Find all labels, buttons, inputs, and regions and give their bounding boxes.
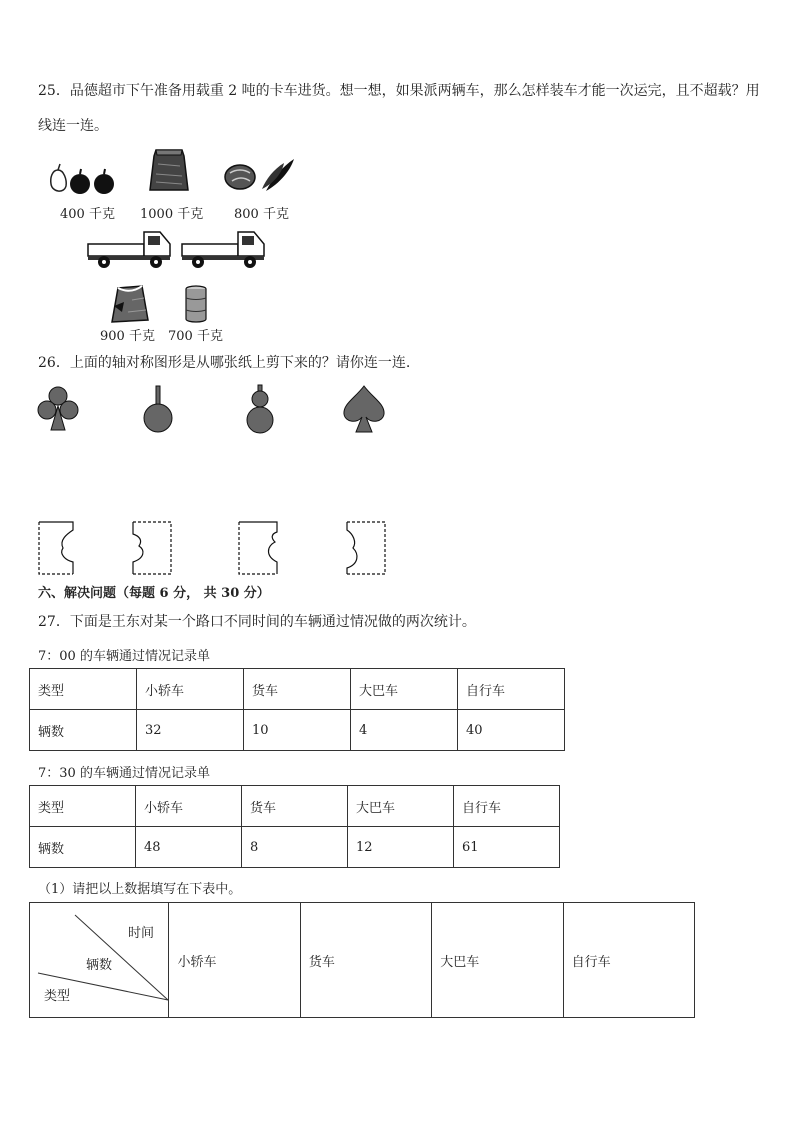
table-row bbox=[30, 827, 560, 868]
club-shape-icon[interactable] bbox=[37, 386, 79, 432]
weight-label-fruit: 400 千克 bbox=[60, 207, 115, 222]
table-cell: 大巴车 bbox=[347, 786, 453, 827]
table-cell: 自行车 bbox=[563, 903, 694, 1018]
table-row bbox=[30, 710, 565, 751]
table-cell: 小轿车 bbox=[169, 903, 300, 1018]
table-cell: 小轿车 bbox=[135, 786, 241, 827]
weight-label-sack: 1000 千克 bbox=[140, 207, 204, 222]
table-row bbox=[30, 669, 565, 710]
record-table-700 bbox=[29, 668, 565, 751]
table-cell: 40 bbox=[457, 710, 564, 751]
record-table-730 bbox=[29, 785, 560, 868]
weight-label-barrel: 700 千克 bbox=[168, 329, 223, 344]
fruit-icon[interactable] bbox=[48, 160, 118, 196]
ladle-shape-icon[interactable] bbox=[141, 384, 175, 434]
table-row bbox=[30, 903, 695, 1018]
truck-icon-1[interactable] bbox=[86, 226, 174, 270]
table-cell: 4 bbox=[351, 710, 458, 751]
barrel-icon[interactable] bbox=[184, 284, 208, 324]
table-cell: 辆数 bbox=[30, 827, 136, 868]
table-cell: 类型 bbox=[30, 669, 137, 710]
sack-icon[interactable] bbox=[148, 146, 190, 194]
paper-piece-4[interactable] bbox=[345, 520, 389, 576]
table-cell: 类型 bbox=[30, 786, 136, 827]
truck-icon-2[interactable] bbox=[180, 226, 268, 270]
q25-text-line1: 25．品德超市下午准备用载重 2 吨的卡车进货。想一想，如果派两辆车，那么怎样装车才能一次运完，且不超载？用 bbox=[38, 83, 760, 99]
diag-label-count: 辆数 bbox=[86, 958, 113, 973]
table-row bbox=[30, 786, 560, 827]
table-cell: 48 bbox=[135, 827, 241, 868]
paper-piece-2[interactable] bbox=[131, 520, 175, 576]
paper-piece-1[interactable] bbox=[37, 520, 77, 576]
section-title: 六、解决问题（每题 6 分， 共 30 分） bbox=[38, 586, 270, 601]
gourd-shape-icon[interactable] bbox=[245, 384, 275, 434]
table-cell: 10 bbox=[243, 710, 350, 751]
spade-shape-icon[interactable] bbox=[341, 384, 387, 434]
table-cell: 货车 bbox=[241, 786, 347, 827]
weight-label-vegetables: 800 千克 bbox=[234, 207, 289, 222]
q27-text: 27．下面是王东对某一个路口不同时间的车辆通过情况做的两次统计。 bbox=[38, 614, 476, 630]
table-cell: 货车 bbox=[300, 903, 431, 1018]
table-cell: 辆数 bbox=[30, 710, 137, 751]
q26-text: 26．上面的轴对称图形是从哪张纸上剪下来的？请你连一连. bbox=[38, 355, 411, 371]
table2-caption: 7：30 的车辆通过情况记录单 bbox=[38, 766, 210, 781]
q25-text-line2: 线连一连。 bbox=[38, 118, 108, 134]
table-cell: 大巴车 bbox=[351, 669, 458, 710]
table-cell: 61 bbox=[453, 827, 559, 868]
diagonal-header-cell bbox=[30, 903, 169, 1018]
table-cell: 自行车 bbox=[457, 669, 564, 710]
weight-label-bag: 900 千克 bbox=[100, 329, 155, 344]
diag-label-type: 类型 bbox=[44, 989, 71, 1004]
table-cell: 自行车 bbox=[453, 786, 559, 827]
fill-in-table bbox=[29, 902, 695, 1018]
bag-icon[interactable] bbox=[108, 282, 152, 324]
table-cell: 32 bbox=[136, 710, 243, 751]
table-cell: 大巴车 bbox=[432, 903, 563, 1018]
table-cell: 8 bbox=[241, 827, 347, 868]
paper-piece-3[interactable] bbox=[237, 520, 281, 576]
table-cell: 12 bbox=[347, 827, 453, 868]
table-cell: 小轿车 bbox=[136, 669, 243, 710]
table-cell: 货车 bbox=[243, 669, 350, 710]
sub-question-1: （1）请把以上数据填写在下表中。 bbox=[38, 882, 242, 897]
diag-label-time: 时间 bbox=[128, 926, 155, 941]
table1-caption: 7：00 的车辆通过情况记录单 bbox=[38, 649, 210, 664]
vegetables-icon[interactable] bbox=[222, 155, 302, 193]
